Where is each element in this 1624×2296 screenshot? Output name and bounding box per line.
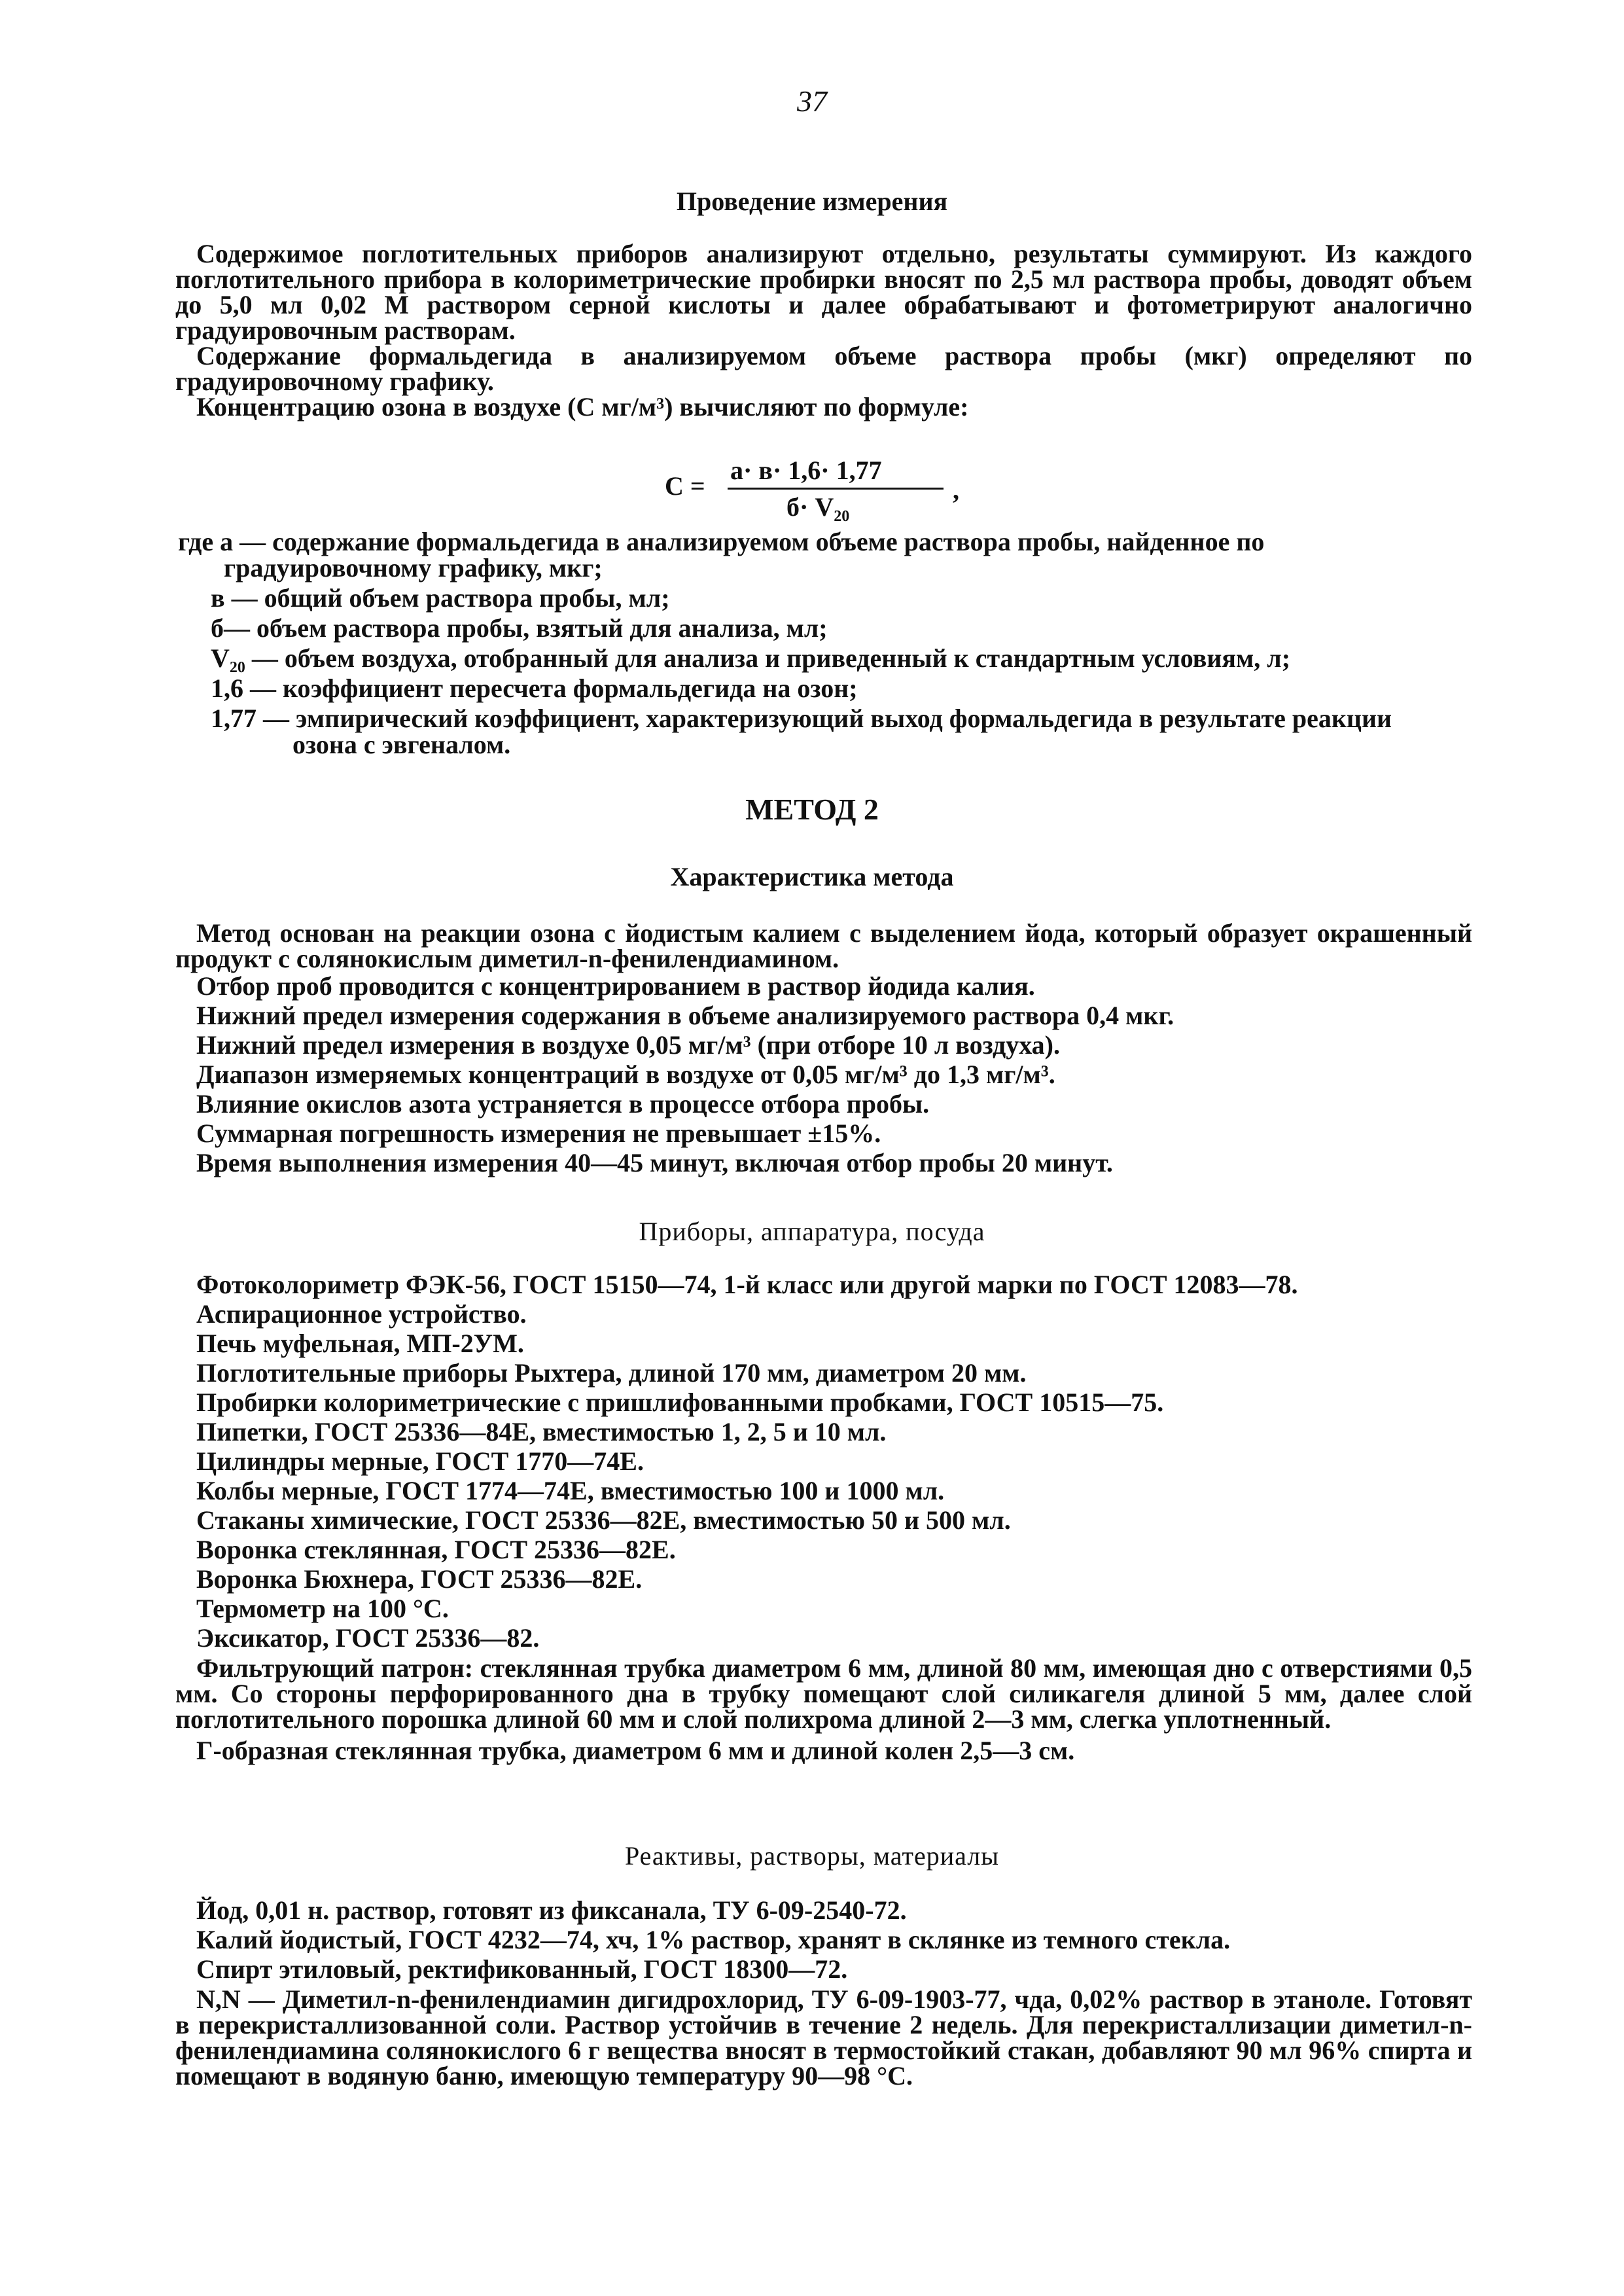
text-line: Термометр на 100 °С. [196,1594,449,1623]
text-line: Калий йодистый, ГОСТ 4232—74, хч, 1% раствор, хранят в склянке из темного стекла. [196,1925,1231,1954]
definition-item: б— объем раствора пробы, взятый для анализа, мл; [211,613,828,643]
definition-item: 1,6 — коэффициент пересчета формальдегида на озон; [211,673,858,703]
paragraph: Содержание формальдегида в анализируемом объеме раствора пробы (мкг) определяют по градуировочному графику. [175,341,1472,396]
text-line: Влияние окислов азота устраняется в процессе отбора пробы. [196,1089,930,1119]
paragraph: N,N — Диметил-n-фенилендиамин дигидрохлорид, ТУ 6-09-1903-77, чда, 0,02% раствор в этаноле. Готовят в перекристаллизованной соли. Раствор устойчив в течение 2 недель. Для перекристаллизации диметил-n-фенилендиамина солянокислого 6 г вещества вносят в термостойкий стакан, добавляют 90 мл 96% спирта и помещают в водяную баню, имеющую температуру 90—98 °С. [175,1984,1472,2090]
text-line: Колбы мерные, ГОСТ 1774—74Е, вместимостью 100 и 1000 мл. [196,1476,945,1505]
definition-item: 1,77 — эмпирический коэффициент, характеризующий выход формальдегида в результате реакции озона с эвгеналом. [211,704,1392,759]
page-number: 37 [797,84,827,118]
text-line: Пробирки колориметрические с пришлифованными пробками, ГОСТ 10515—75. [196,1388,1164,1417]
formula-definitions [178,527,1454,762]
reagents-text [175,1895,1472,2089]
characteristics-text [175,920,1472,1177]
section-heading-apparatus: Приборы, аппаратура, посуда [639,1217,985,1246]
text-line: Спирт этиловый, ректификованный, ГОСТ 18300—72. [196,1954,848,1984]
paragraph: Содержимое поглотительных приборов анализируют отдельно, результаты суммируют. Из каждого поглотительного прибора в колориметрические пробирки вносят по 2,5 мл раствора пробы, доводят объем до 5,0 мл 0,02 М раствором серной кислоты и далее обрабатывают и фотометрируют аналогично градуировочным растворам. [175,239,1472,345]
text-line: Суммарная погрешность измерения не превышает ±15%. [196,1119,881,1148]
text-line: Диапазон измеряемых концентраций в воздухе от 0,05 мг/м³ до 1,3 мг/м³. [196,1060,1055,1089]
text-line: Поглотительные приборы Рыхтера, длиной 170 мм, диаметром 20 мм. [196,1358,1027,1388]
section-heading-characteristics: Характеристика метода [670,862,954,891]
fraction-bar [728,488,944,490]
text-line: Пипетки, ГОСТ 25336—84Е, вместимостью 1, 2, 5 и 10 мл. [196,1417,887,1446]
text-line: Отбор проб проводится с концентрированием в раствор йодида калия. [196,971,1035,1001]
formula-denominator: б· V₂₀ [786,492,850,522]
text-line: Г-образная стеклянная трубка, диаметром 6 мм и длиной колен 2,5—3 см. [196,1736,1075,1765]
text-line: Аспирационное устройство. [196,1299,527,1329]
paragraph: Метод основан на реакции озона с йодистым калием с выделением йода, который образует окрашенный продукт с солянокислым диметил-n-фенилендиамином. [175,918,1472,973]
apparatus-text [175,1270,1472,1765]
formula-numerator: а· в· 1,6· 1,77 [730,456,882,485]
text-line: Цилиндры мерные, ГОСТ 1770—74Е. [196,1446,644,1476]
definition-item: где а — содержание формальдегида в анализируемом объеме раствора пробы, найденное по градуировочному графику, мкг; [178,527,1265,583]
text-line: Время выполнения измерения 40—45 минут, включая отбор пробы 20 минут. [196,1148,1113,1177]
definition-item: V₂₀ — объем воздуха, отобранный для анализа и приведенный к стандартным условиям, л; [211,643,1291,673]
formula-lhs: C = [665,471,705,501]
paragraph: Концентрацию озона в воздухе (С мг/м³) вычисляют по формуле: [196,392,969,422]
text-line: Воронка стеклянная, ГОСТ 25336—82Е. [196,1535,676,1564]
method-title: МЕТОД 2 [745,793,879,826]
text-line: Фотоколориметр ФЭК-56, ГОСТ 15150—74, 1-й класс или другой марки по ГОСТ 12083—78. [196,1270,1298,1299]
section-heading-reagents: Реактивы, растворы, материалы [624,1841,1000,1871]
text-line: Нижний предел измерения содержания в объеме анализируемого раствора 0,4 мкг. [196,1001,1174,1030]
section-heading-measurement: Проведение измерения [676,187,948,216]
text-line: Стаканы химические, ГОСТ 25336—82Е, вместимостью 50 и 500 мл. [196,1505,1011,1535]
definition-item: в — общий объем раствора пробы, мл; [211,583,670,613]
ozone-formula [665,455,1005,527]
paragraph: Фильтрующий патрон: стеклянная трубка диаметром 6 мм, длиной 80 мм, имеющая дно с отверстиями 0,5 мм. Со стороны перфорированного дна в трубку помещают слой силикагеля длиной 5 мм, далее слой поглотительного порошка длиной 60 мм и слой полихрома длиной 2—3 мм, слегка уплотненный. [175,1653,1472,1734]
formula-comma: , [953,475,959,505]
text-line: Йод, 0,01 н. раствор, готовят из фиксанала, ТУ 6-09-2540-72. [196,1895,907,1925]
text-line: Воронка Бюхнера, ГОСТ 25336—82Е. [196,1564,643,1594]
text-line: Нижний предел измерения в воздухе 0,05 мг/м³ (при отборе 10 л воздуха). [196,1030,1060,1060]
measurement-text [175,241,1472,420]
text-line: Печь муфельная, МП-2УМ. [196,1329,524,1358]
text-line: Эксикатор, ГОСТ 25336—82. [196,1623,540,1653]
